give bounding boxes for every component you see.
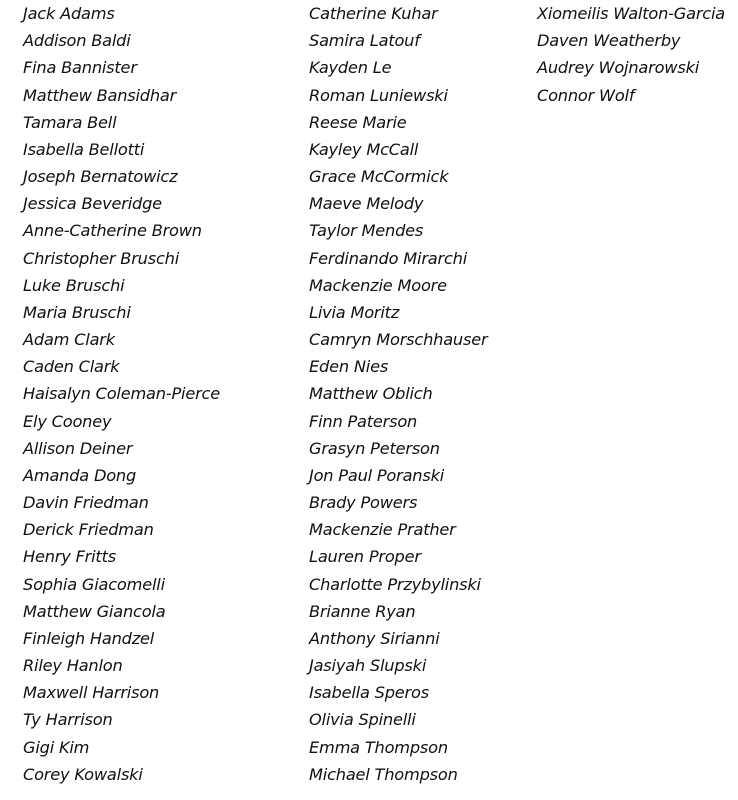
- name-entry: Matthew Giancola: [23, 601, 166, 621]
- name-entry: Michael Thompson: [309, 764, 458, 784]
- name-entry: Davin Friedman: [23, 493, 149, 513]
- name-entry: Grasyn Peterson: [309, 438, 440, 458]
- name-entry: Jasiyah Slupski: [309, 656, 427, 676]
- name-entry: Xiomeilis Walton-Garcia: [537, 4, 726, 23]
- name-entry: Reese Marie: [309, 112, 407, 132]
- name-entry: Luke Bruschi: [23, 275, 125, 295]
- name-entry: Finleigh Handzel: [23, 628, 155, 648]
- name-entry: Matthew Bansidhar: [23, 85, 177, 105]
- name-entry: Kayley McCall: [309, 139, 419, 159]
- name-entry: Eden Nies: [309, 357, 389, 377]
- name-column-2: [309, 0, 529, 788]
- name-entry: Riley Hanlon: [23, 656, 123, 676]
- name-entry: Jack Adams: [23, 4, 115, 23]
- name-entry: Isabella Speros: [309, 683, 429, 703]
- name-entry: Addison Baldi: [23, 31, 131, 51]
- name-entry: Mackenzie Prather: [309, 520, 456, 540]
- name-entry: Mackenzie Moore: [309, 275, 447, 295]
- name-entry: Gigi Kim: [23, 737, 90, 757]
- name-entry: Livia Moritz: [309, 302, 400, 322]
- name-entry: Anthony Sirianni: [309, 628, 440, 648]
- name-entry: Jon Paul Poranski: [309, 465, 445, 485]
- name-entry: Isabella Bellotti: [23, 139, 145, 159]
- name-entry: Maeve Melody: [309, 194, 424, 214]
- name-entry: Matthew Oblich: [309, 384, 433, 404]
- name-entry: Caden Clark: [23, 357, 120, 377]
- name-entry: Allison Deiner: [23, 438, 133, 458]
- name-entry: Fina Bannister: [23, 58, 137, 78]
- name-entry: Maxwell Harrison: [23, 683, 160, 703]
- name-entry: Emma Thompson: [309, 737, 448, 757]
- name-entry: Samira Latouf: [309, 31, 420, 51]
- name-entry: Derick Friedman: [23, 520, 154, 540]
- name-entry: Brady Powers: [309, 493, 418, 513]
- name-entry: Joseph Bernatowicz: [23, 167, 178, 187]
- name-entry: Lauren Proper: [309, 547, 421, 567]
- name-entry: Charlotte Przybylinski: [309, 574, 481, 594]
- name-entry: Ferdinando Mirarchi: [309, 248, 468, 268]
- name-entry: Ely Cooney: [23, 411, 112, 431]
- name-entry: Taylor Mendes: [309, 221, 424, 241]
- name-entry: Catherine Kuhar: [309, 4, 438, 23]
- name-entry: Kayden Le: [309, 58, 392, 78]
- name-entry: Anne-Catherine Brown: [23, 221, 202, 241]
- name-entry: Jessica Beveridge: [23, 194, 162, 214]
- name-entry: Amanda Dong: [23, 465, 137, 485]
- name-entry: Sophia Giacomelli: [23, 574, 165, 594]
- name-entry: Camryn Morschhauser: [309, 330, 488, 350]
- name-column-1: [23, 0, 293, 788]
- name-entry: Adam Clark: [23, 330, 115, 350]
- name-entry: Tamara Bell: [23, 112, 117, 132]
- name-entry: Daven Weatherby: [537, 31, 681, 51]
- name-entry: Christopher Bruschi: [23, 248, 180, 268]
- name-entry: Grace McCormick: [309, 167, 449, 187]
- name-entry: Connor Wolf: [537, 85, 635, 105]
- name-entry: Corey Kowalski: [23, 764, 143, 784]
- name-entry: Finn Paterson: [309, 411, 418, 431]
- name-entry: Olivia Spinelli: [309, 710, 416, 730]
- name-entry: Ty Harrison: [23, 710, 113, 730]
- name-entry: Henry Fritts: [23, 547, 116, 567]
- name-column-3: [537, 0, 738, 109]
- name-entry: Haisalyn Coleman-Pierce: [23, 384, 221, 404]
- name-entry: Brianne Ryan: [309, 601, 416, 621]
- name-entry: Roman Luniewski: [309, 85, 448, 105]
- name-entry: Audrey Wojnarowski: [537, 58, 700, 78]
- name-entry: Maria Bruschi: [23, 302, 131, 322]
